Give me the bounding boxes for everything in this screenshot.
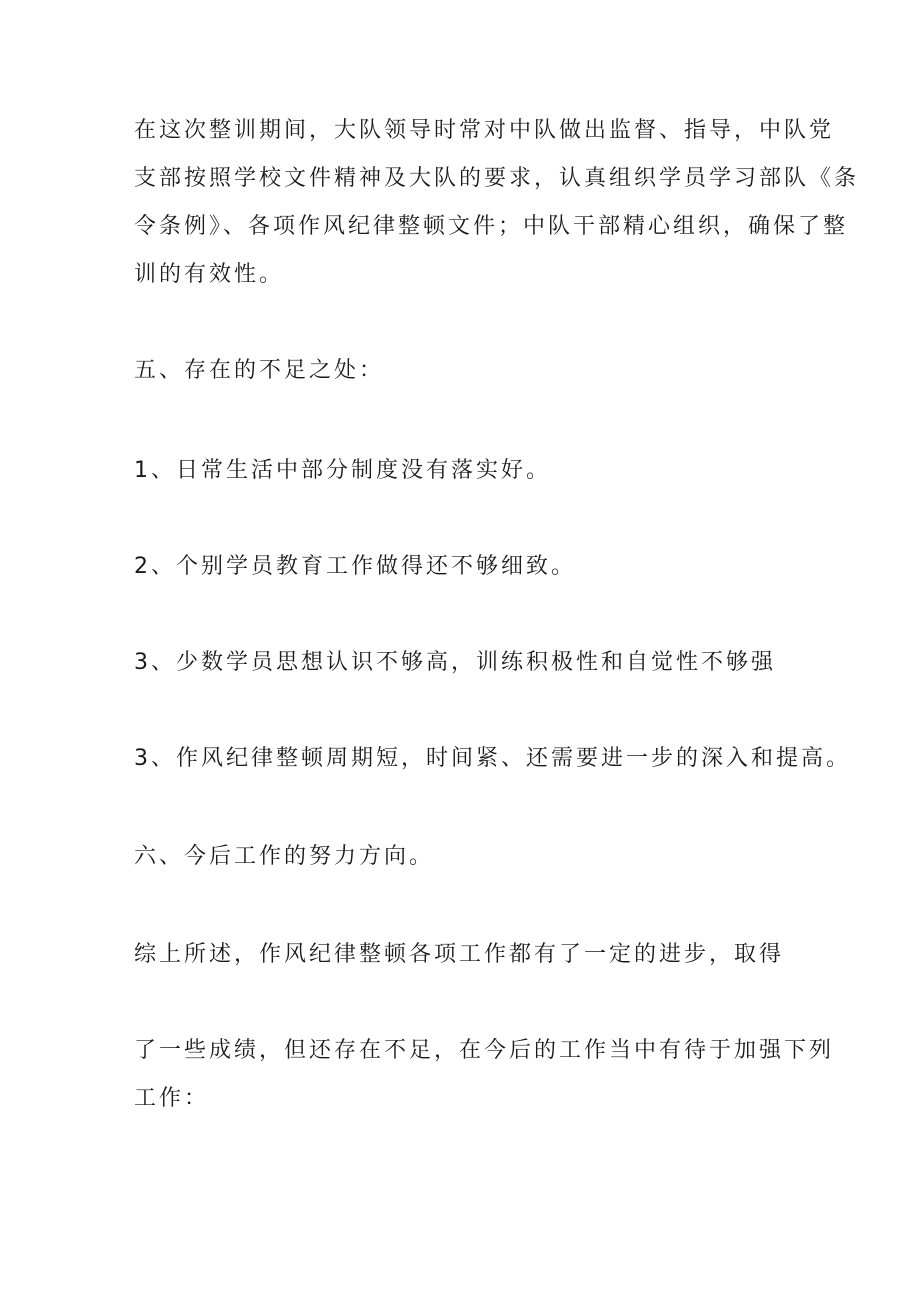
section-heading-5: 五、存在的不足之处： — [134, 358, 385, 383]
paragraph-1-line-3: 令条例》、各项作风纪律整顿文件；中队干部精心组织，确保了整 — [134, 214, 849, 239]
paragraph-1-line-1: 在这次整训期间，大队领导时常对中队做出监督、指导，中队党 — [134, 118, 835, 143]
paragraph-1-line-2: 支部按照学校文件精神及大队的要求，认真组织学员学习部队《条 — [134, 166, 860, 191]
list-item: 3、少数学员思想认识不够高，训练积极性和自觉性不够强 — [134, 650, 776, 675]
list-item: 3、作风纪律整顿周期短，时间紧、还需要进一步的深入和提高。 — [134, 746, 851, 771]
list-item: 1、日常生活中部分制度没有落实好。 — [134, 458, 551, 483]
paragraph-2-line-2: 了一些成绩，但还存在不足，在今后的工作当中有待于加强下列 — [134, 1038, 835, 1063]
section-heading-6: 六、今后工作的努力方向。 — [134, 844, 435, 869]
list-item: 2、个别学员教育工作做得还不够细致。 — [134, 554, 576, 579]
paragraph-2-line-1: 综上所述，作风纪律整顿各项工作都有了一定的进步，取得 — [134, 942, 785, 967]
paragraph-2-line-3: 工作： — [134, 1086, 210, 1111]
paragraph-1-line-4: 训的有效性。 — [134, 262, 285, 287]
